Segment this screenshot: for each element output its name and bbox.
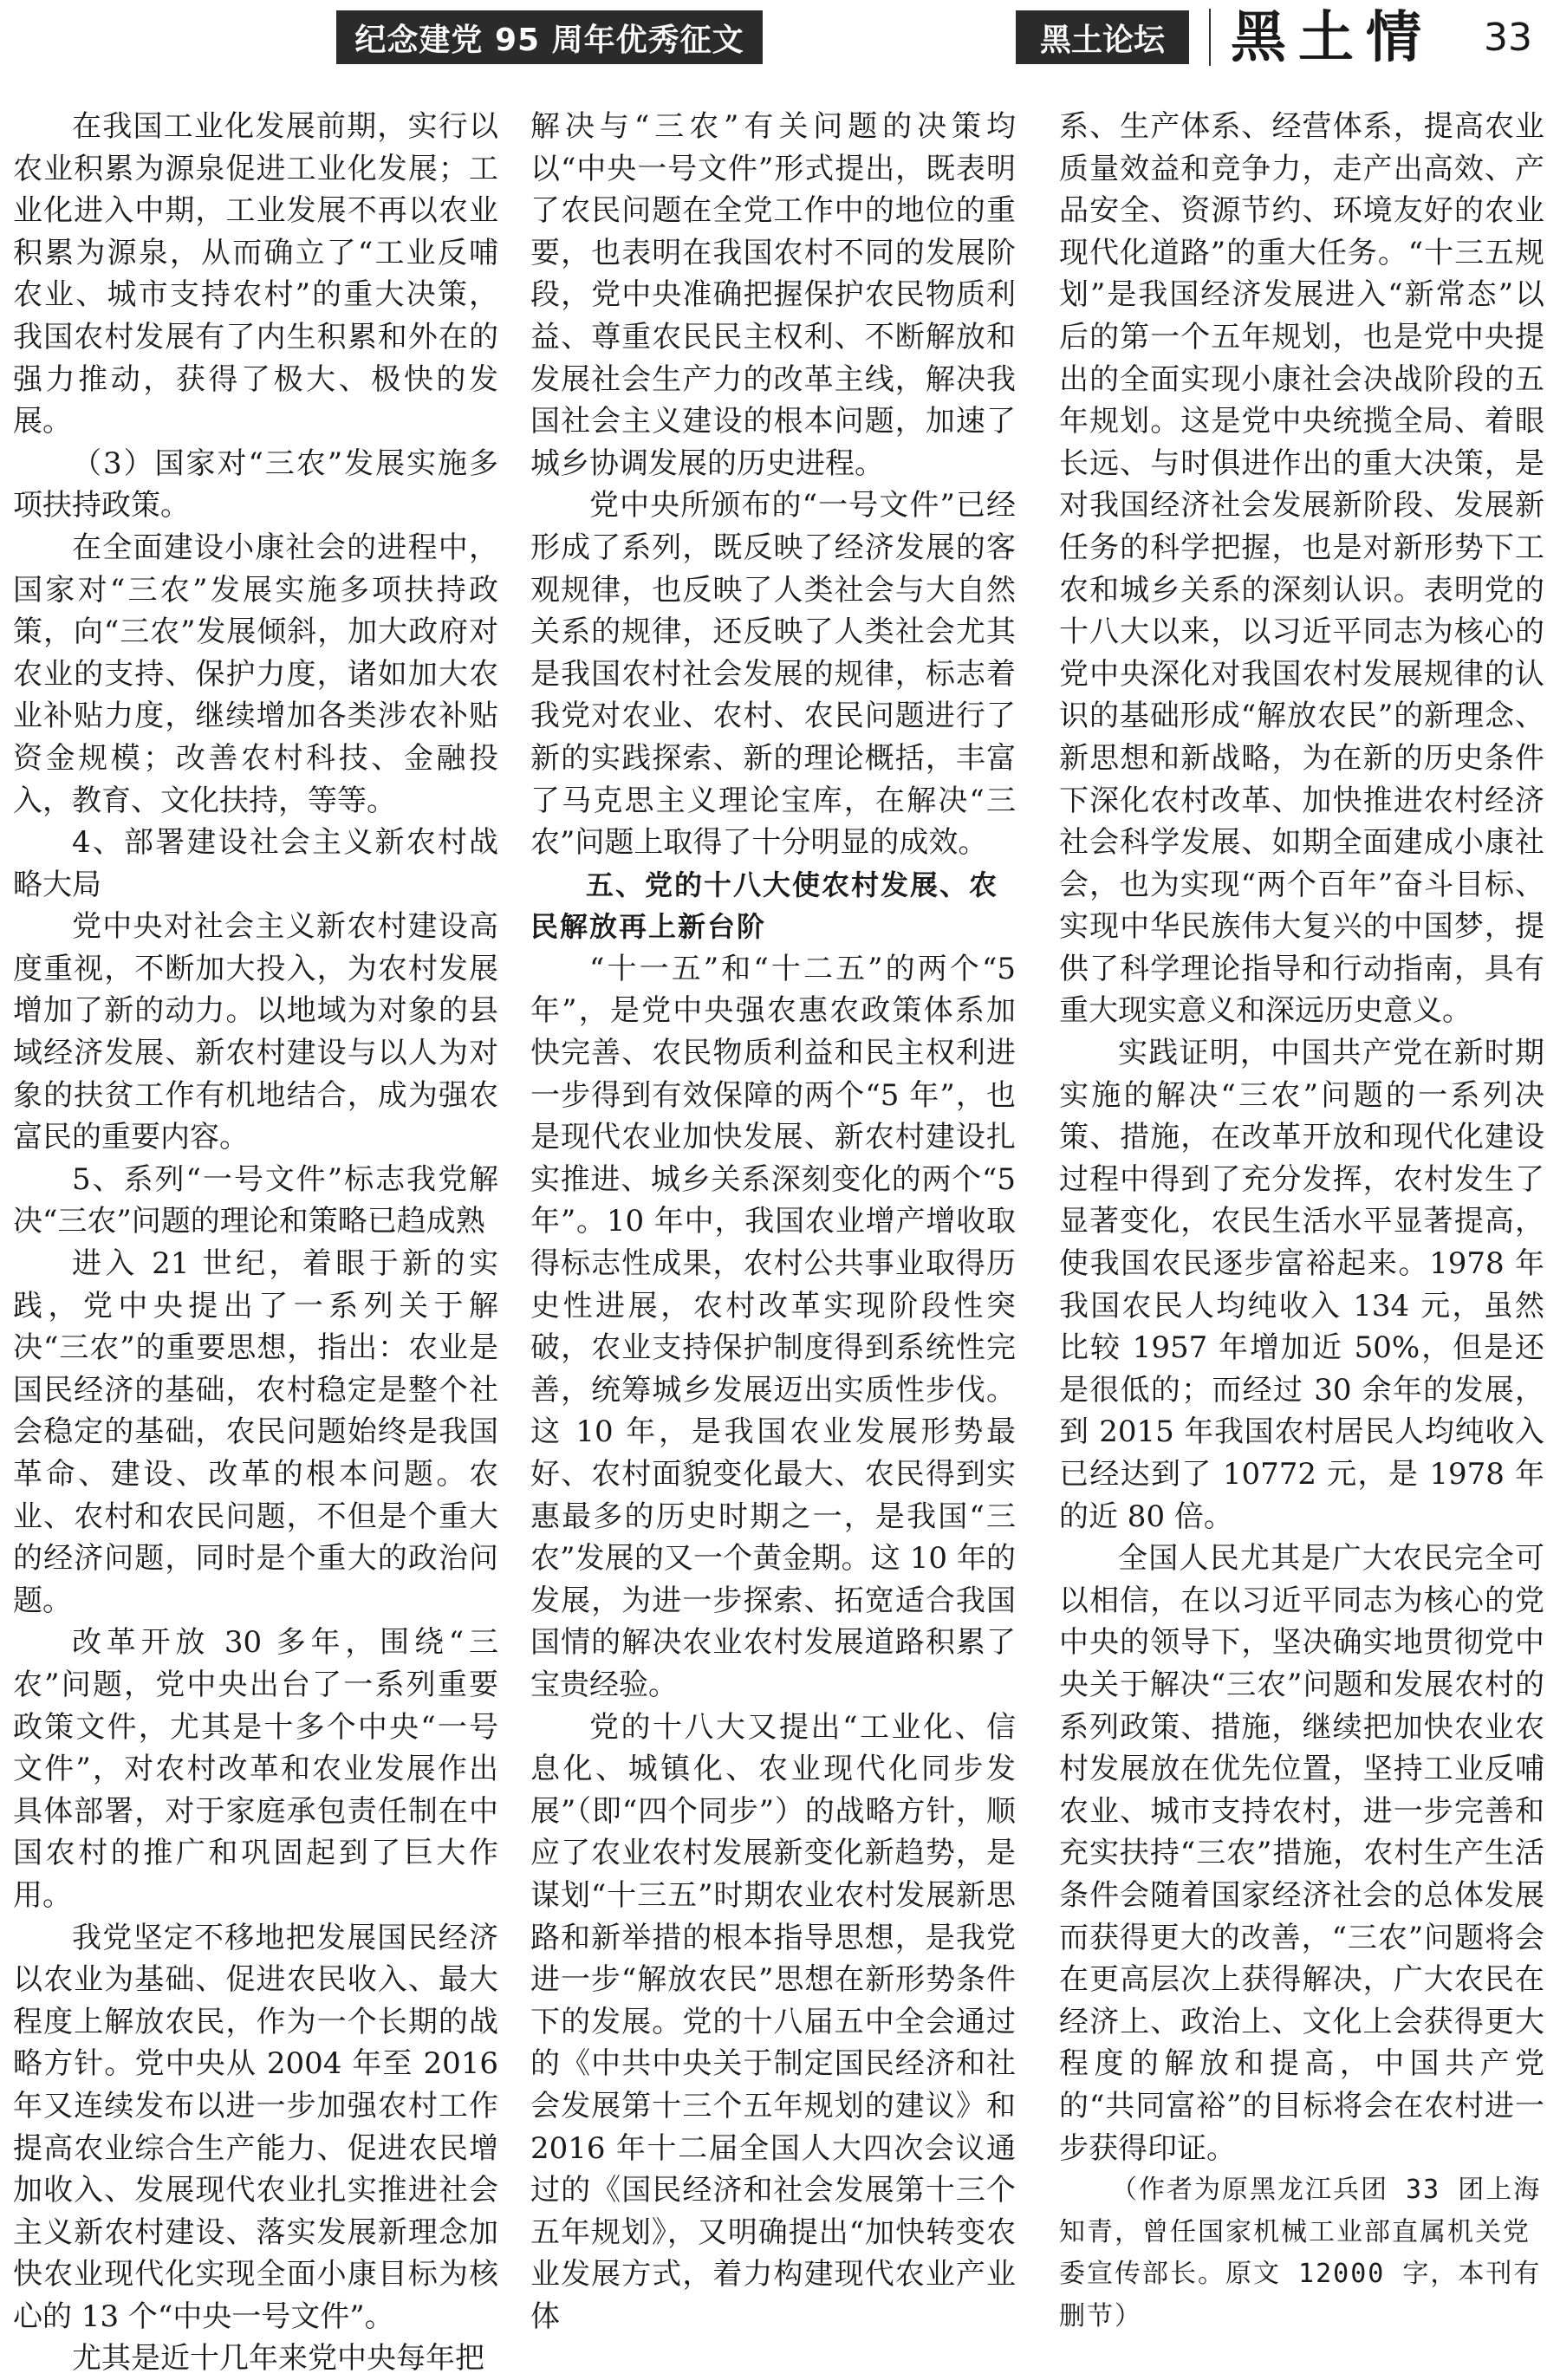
paragraph: 实践证明，中国共产党在新时期实施的解决“三农”问题的一系列决策、措施，在改革开放和现代化建设过程中得到了充分发挥，农村发生了显著变化，农民生活水平显著提高，使我国农民逐步富裕起来。1978 年我国农民人均纯收入 134 元，虽然比较 1957 年增加近 50%，但是还是很低的；而经过 30 余年的发展，到 2015 年我国农村居民人均纯收入已经达到了 10772 元，是 1978 年的近 80 倍。 — [1059, 1036, 1544, 1534]
page-number: 33 — [1484, 16, 1532, 60]
paragraph: 党中央对社会主义新农村建设高度重视，不断加大投入，为农村发展增加了新的动力。以地域为对象的县域经济发展、新农村建设与以人为对象的扶贫工作有机地结合，成为强农富民的重要内容。 — [13, 909, 498, 1155]
text-column-3 — [1059, 106, 1544, 2331]
text-column-2 — [530, 106, 1016, 2334]
paragraph: 全国人民尤其是广大农民完全可以相信，在以习近平同志为核心的党中央的领导下，坚决确实地贯彻党中央关于解决“三农”问题和发展农村的系列政策、措施，继续把加快农业农村发展放在优先位置，坚持工业反哺农业、城市支持农村，进一步完善和充实扶持“三农”措施，农村生产生活条件会随着国家经济社会的总体发展而获得更大的改善，“三农”问题将会在更高层次上获得解决，广大农民在经济上、政治上、文化上会获得更大程度的解放和提高，中国共产党的“共同富裕”的目标将会在农村进一步获得印证。 — [1059, 1541, 1544, 2166]
paragraph: 系、生产体系、经营体系，提高农业质量效益和竞争力，走产出高效、产品安全、资源节约、环境友好的农业现代化道路”的重大任务。“十三五规划”是我国经济发展进入“新常态”以后的第一个五年规划，也是党中央提出的全面实现小康社会决战阶段的五年规划。这是党中央统揽全局、着眼长远、与时俱进作出的重大决策，是对我国经济社会发展新阶段、发展新任务的科学把握，也是对新形势下工农和城乡关系的深刻认识。表明党的十八大以来，以习近平同志为核心的党中央深化对我国农村发展规律的认识的基础形成“解放农民”的新理念、新思想和新战略，为在新的历史条件下深化农村改革、加快推进农村经济社会科学发展、如期全面建成小康社会，也为实现“两个百年”奋斗目标、实现中华民族伟大复兴的中国梦，提供了科学理论指导和行动指南，具有重大现实意义和深远历史意义。 — [1059, 109, 1544, 1029]
header-divider — [1209, 9, 1211, 66]
subheading: 4、部署建设社会主义新农村战略大局 — [13, 825, 498, 902]
subheading: 5、系列“一号文件”标志我党解决“三农”问题的理论和策略已趋成熟 — [13, 1161, 498, 1239]
paragraph: 在我国工业化发展前期，实行以农业积累为源泉促进工业化发展；工业化进入中期，工业发展不再以农业积累为源泉，从而确立了“工业反哺农业、城市支持农村”的重大决策，我国农村发展有了内生积累和外在的强力推动，获得了极大、极快的发展。 — [13, 109, 498, 439]
section-label: 黑土论坛 — [1016, 10, 1189, 64]
paragraph: 在全面建设小康社会的进程中，国家对“三农”发展实施多项扶持政策，向“三农”发展倾斜，加大政府对农业的支持、保护力度，诸如加大农业补贴力度，继续增加各类涉农补贴资金规模；改善农村科技、金融投入，教育、文化扶持，等等。 — [13, 530, 498, 818]
magazine-brand: 黑土情 — [1231, 5, 1433, 70]
paragraph: 党的十八大又提出“工业化、信息化、城镇化、农业现代化同步发展”（即“四个同步”）的战略方针，顺应了农业农村发展新变化新趋势，是谋划“十三五”时期农业农村发展新思路和新举措的根本指导思想，是我党进一步“解放农民”思想在新形势条件下的发展。党的十八届五中全会通过的《中共中央关于制定国民经济和社会发展第十三个五年规划的建议》和 2016 年十二届全国人大四次会议通过的《国民经济和社会发展第十三个五年规划》，又明确提出“加快转变农业发展方式，着力构建现代农业产业体 — [530, 1709, 1016, 2334]
paragraph: （3）国家对“三农”发展实施多项扶持政策。 — [13, 445, 498, 523]
paragraph: 解决与“三农”有关问题的决策均以“中央一号文件”形式提出，既表明了农民问题在全党工作中的地位的重要，也表明在我国农村不同的发展阶段，党中央准确把握保护农民物质利益、尊重农民民主权利、不断解放和发展社会生产力的改革主线，解决我国社会主义建设的根本问题，加速了城乡协调发展的历史进程。 — [530, 109, 1016, 481]
page-header — [0, 0, 1560, 78]
paragraph: 我党坚定不移地把发展国民经济以农业为基础、促进农民收入、最大程度上解放农民，作为一个长期的战略方针。党中央从 2004 年至 2016 年又连续发布以进一步加强农村工作提高农业综合生产能力、促进农民增加收入、发展现代农业扎实推进社会主义新农村建设、落实发展新理念加快农业现代化实现全面小康目标为核心的 13 个“中央一号文件”。 — [13, 1920, 498, 2334]
text-column-1 — [13, 106, 498, 2377]
paragraph: 进入 21 世纪，着眼于新的实践，党中央提出了一系列关于解决“三农”的重要思想，指出：农业是国民经济的基础，农村稳定是整个社会稳定的基础，农民问题始终是我国革命、建设、改革的根本问题。农业、农村和农民问题，不但是个重大的经济问题，同时是个重大的政治问题。 — [13, 1246, 498, 1618]
author-note: （作者为原黑龙江兵团 33 团上海知青，曾任国家机械工业部直属机关党委宣传部长。原文 12000 字，本刊有删节） — [1059, 2175, 1542, 2331]
section-heading: 五、党的十八大使农村发展、农民解放再上新台阶 — [530, 868, 999, 944]
paragraph: “十一五”和“十二五”的两个“5年”，是党中央强农惠农政策体系加快完善、农民物质利益和民主权利进一步得到有效保障的两个“5 年”，也是现代农业加快发展、新农村建设扎实推进、城乡关系深刻变化的两个“5 年”。10 年中，我国农业增产增收取得标志性成果，农村公共事业取得历史性进展，农村改革实现阶段性突破，农业支持保护制度得到系统性完善，统筹城乡发展迈出实质性步伐。这 10 年，是我国农业发展形势最好、农村面貌变化最大、农民得到实惠最多的历史时期之一，是我国“三农”发展的又一个黄金期。这 10 年的发展，为进一步探索、拓宽适合我国国情的解决农业农村发展道路积累了宝贵经验。 — [530, 951, 1016, 1702]
column-banner: 纪念建党 95 周年优秀征文 — [336, 10, 763, 64]
paragraph: 党中央所颁布的“一号文件”已经形成了系列，既反映了经济发展的客观规律，也反映了人类社会与大自然关系的规律，还反映了人类社会尤其是我国农村社会发展的规律，标志着我党对农业、农村、农民问题进行了新的实践探索、新的理论概括，丰富了马克思主义理论宝库，在解决“三农”问题上取得了十分明显的成效。 — [530, 488, 1016, 861]
paragraph: 改革开放 30 多年，围绕“三农”问题，党中央出台了一系列重要政策文件，尤其是十多个中央“一号文件”，对农村改革和农业发展作出具体部署，对于家庭承包责任制在中国农村的推广和巩固起到了巨大作用。 — [13, 1625, 498, 1913]
paragraph: 尤其是近十几年来党中央每年把 — [72, 2341, 484, 2377]
